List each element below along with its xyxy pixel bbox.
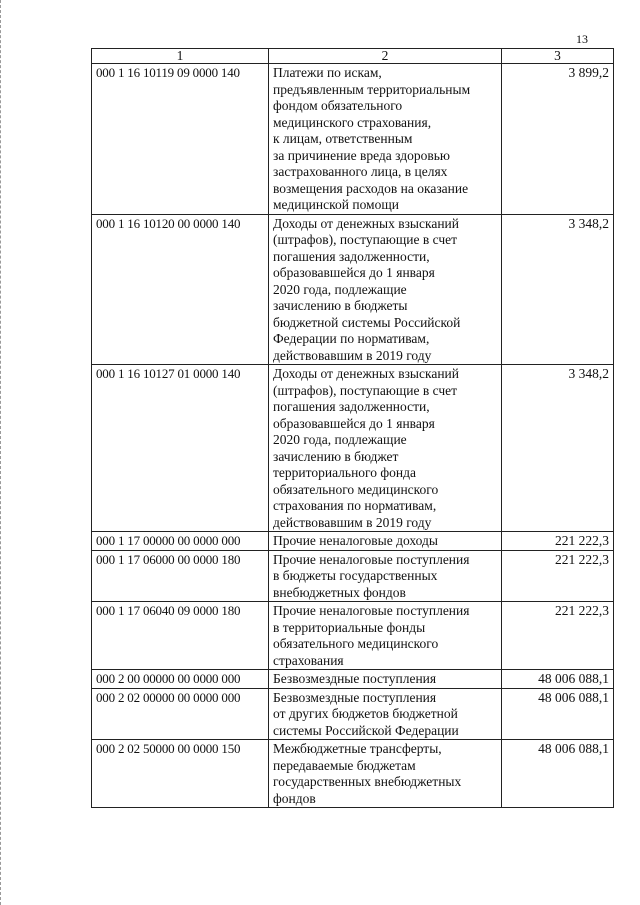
revenue-name-cell: Прочие неналоговые доходы [269, 532, 502, 551]
table-row [92, 532, 614, 551]
revenue-name-cell: Безвозмездные поступления от других бюджетов бюджетной системы Российской Федерации [269, 688, 502, 740]
revenue-name-cell: Межбюджетные трансферты, передаваемые бюджетам государственных внебюджетных фондов [269, 740, 502, 808]
table-row [92, 740, 614, 808]
table-row [92, 602, 614, 670]
amount-cell: 221 222,3 [502, 550, 614, 602]
amount-cell: 221 222,3 [502, 602, 614, 670]
table-row [92, 688, 614, 740]
amount-cell: 48 006 088,1 [502, 670, 614, 689]
budget-code-cell: 000 1 16 10127 01 0000 140 [92, 365, 269, 532]
budget-code-cell: 000 2 02 50000 00 0000 150 [92, 740, 269, 808]
revenue-name-cell: Доходы от денежных взысканий (штрафов), поступающие в счет погашения задолженности, образовавшейся до 1 января 2020 года, подлежащие зачислению в бюджеты бюджетной системы Российской Федерации по нормативам, действовавшим в 2019 году [269, 214, 502, 365]
budget-code-cell: 000 1 16 10120 00 0000 140 [92, 214, 269, 365]
revenue-name-cell: Доходы от денежных взысканий (штрафов), поступающие в счет погашения задолженности, образовавшейся до 1 января 2020 года, подлежащие зачислению в бюджет территориального фонда обязательного медицинского страхования по нормативам, действовавшим в 2019 году [269, 365, 502, 532]
table-row [92, 365, 614, 532]
amount-cell: 221 222,3 [502, 532, 614, 551]
revenue-name-cell: Прочие неналоговые поступления в территориальные фонды обязательного медицинского страхования [269, 602, 502, 670]
budget-code-cell: 000 1 17 06000 00 0000 180 [92, 550, 269, 602]
budget-code-cell: 000 1 16 10119 09 0000 140 [92, 64, 269, 215]
table-header-row [92, 49, 614, 64]
table-row [92, 214, 614, 365]
table-row [92, 550, 614, 602]
budget-code-cell: 000 1 17 06040 09 0000 180 [92, 602, 269, 670]
revenue-table [91, 48, 614, 808]
table-row [92, 670, 614, 689]
amount-cell: 48 006 088,1 [502, 740, 614, 808]
page-binding-edge [0, 0, 7, 905]
amount-cell: 3 348,2 [502, 214, 614, 365]
page-number: 13 [576, 32, 588, 46]
budget-code-cell: 000 2 02 00000 00 0000 000 [92, 688, 269, 740]
amount-cell: 3 348,2 [502, 365, 614, 532]
budget-code-cell: 000 2 00 00000 00 0000 000 [92, 670, 269, 689]
revenue-name-cell: Платежи по искам, предъявленным территориальным фондом обязательного медицинского страхования, к лицам, ответственным за причинение вреда здоровью застрахованного лица, в целях возмещения расходов на оказание медицинской помощи [269, 64, 502, 215]
column-header-amount: 3 [502, 49, 614, 64]
revenue-name-cell: Прочие неналоговые поступления в бюджеты государственных внебюджетных фондов [269, 550, 502, 602]
amount-cell: 3 899,2 [502, 64, 614, 215]
revenue-name-cell: Безвозмездные поступления [269, 670, 502, 689]
amount-cell: 48 006 088,1 [502, 688, 614, 740]
column-header-name: 2 [269, 49, 502, 64]
budget-code-cell: 000 1 17 00000 00 0000 000 [92, 532, 269, 551]
column-header-code: 1 [92, 49, 269, 64]
table-row [92, 64, 614, 215]
